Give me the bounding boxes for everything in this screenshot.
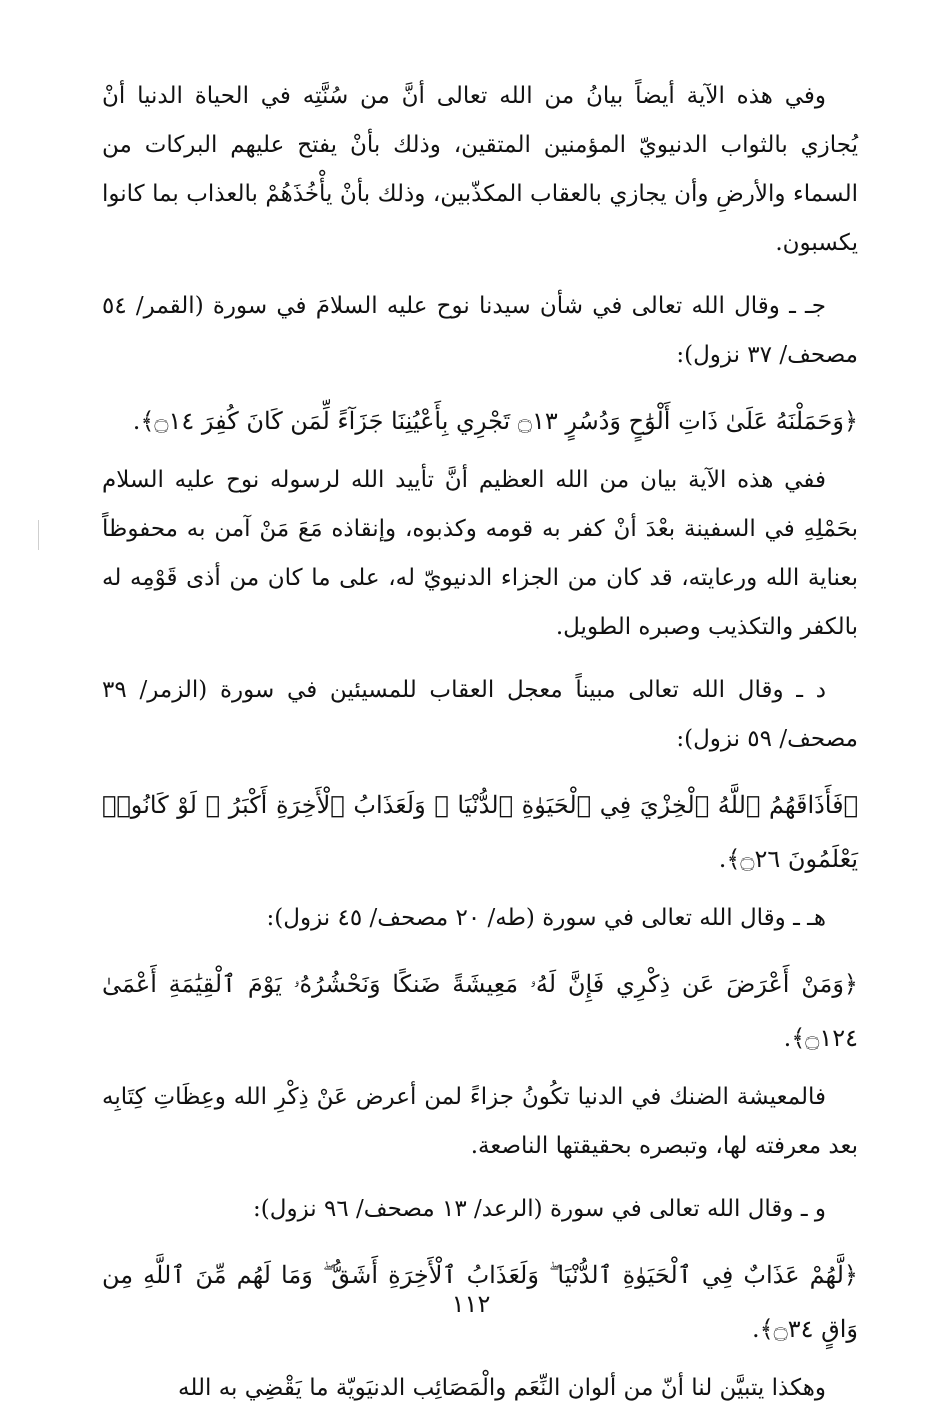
- page-number: ١١٢: [451, 1290, 491, 1318]
- quran-verse: ﴿لَّهُمْ عَذَابٌ فِي ٱلْحَيَوٰةِ ٱلدُّنْيَا ۖ وَلَعَذَابُ ٱلْأَخِرَةِ أَشَقُّ ۖ وَمَا لَهُم مِّنَ ٱللَّهِ مِن وَاقٍ ۝٣٤﴾.: [102, 1261, 858, 1343]
- quran-verse: ﴿وَحَمَلْنَهُ عَلَىٰ ذَاتِ أَلْوَٰحٍ وَدُسُرٍ ۝١٣ تَجْرِي بِأَعْيُنِنَا جَزَآءً لِّمَن كَانَ كُفِرَ ۝١٤﴾.: [132, 407, 858, 435]
- paragraph: و ـ وقال الله تعالى في سورة (الرعد/ ١٣ مصحف/ ٩٦ نزول):: [253, 1196, 826, 1222]
- paragraph: جـ ـ وقال الله تعالى في شأن سيدنا نوح عليه السلامَ في سورة (القمر/ ٥٤ مصحف/ ٣٧ نزول):: [102, 293, 858, 368]
- paragraph: هـ ـ وقال الله تعالى في سورة (طه/ ٢٠ مصحف/ ٤٥ نزول):: [266, 905, 826, 931]
- quran-verse: ﴿فَأَذَاقَهُمُ ٱللَّهُ ٱلْخِزْيَ فِي ٱلْحَيَوٰةِ ٱلدُّنْيَا ۖ وَلَعَذَابُ ٱلْأَخِرَةِ أَكْبَرُ ۚ لَوْ كَانُوا۟ يَعْلَمُونَ ۝٢٦﴾.: [102, 791, 858, 873]
- paragraph: ففي هذه الآية بيان من الله العظيم أنَّ تأييد الله لرسوله نوح عليه السلام بحَمْلِهِ في السفينة بعْدَ أنْ كفر به قومه وكذبوه، وإنقاذه مَعَ مَنْ آمن به محفوظاً بعناية الله ورعايته، قد كان من الجزاء الدنيويّ له، على ما كان من أذى قَوْمِه له بالكفر والتكذيب وصبره الطويل.: [102, 467, 858, 640]
- paragraph: د ـ وقال الله تعالى مبيناً معجل العقاب للمسيئين في سورة (الزمر/ ٣٩ مصحف/ ٥٩ نزول):: [102, 677, 858, 752]
- paragraph: وهكذا يتبيَّن لنا أنّ من ألوان النِّعَم والْمَصَائِب الدنيَويّة ما يَقْضِي به الله: [178, 1375, 826, 1401]
- quran-verse: ﴿وَمَنْ أَعْرَضَ عَن ذِكْرِي فَإِنَّ لَهُۥ مَعِيشَةً ضَنكًا وَنَحْشُرُهُۥ يَوْمَ ٱلْقِيَٰمَةِ أَعْمَىٰ ۝١٢٤﴾.: [102, 970, 858, 1052]
- paragraph: فالمعيشة الضنك في الدنيا تكُونُ جزاءً لمن أعرض عَنْ ذِكْرِ الله وعِظَاتِ كِتَابِه بعد معرفته لها، وتبصره بحقيقتها الناصعة.: [102, 1084, 858, 1159]
- paragraph: وفي هذه الآية أيضاً بيانُ من الله تعالى أنَّ من سُنَّتِه في الحياة الدنيا أنْ يُجازي بالثواب الدنيويّ المؤمنين المتقين، وذلك بأنْ يفتح عليهم البركات من السماء والأرضِ وأن يجازي بالعقاب المكذّبين، وذلك بأنْ يأْخُذَهُمْ بالعذاب بما كانوا يكسبون.: [102, 83, 858, 256]
- scan-gutter-mark: [38, 520, 39, 550]
- page-body: [102, 72, 858, 1413]
